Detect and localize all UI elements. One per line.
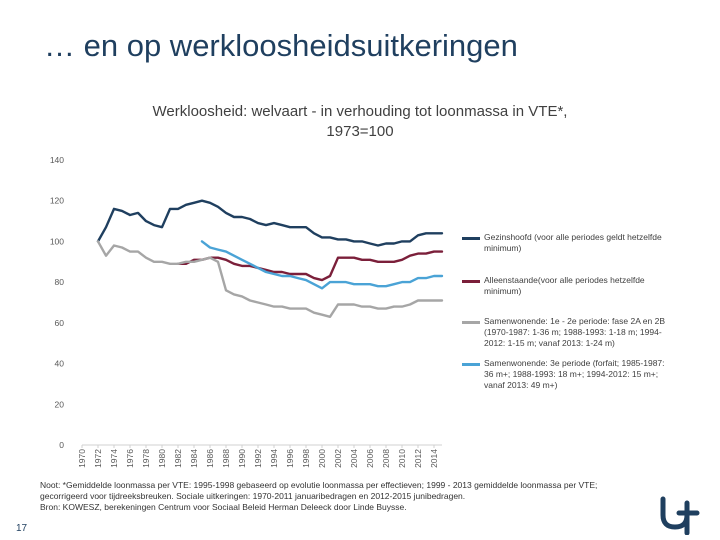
x-tick-label: 1984 bbox=[189, 449, 199, 468]
legend-item-gezinshoofd bbox=[462, 232, 674, 254]
x-tick-label: 1998 bbox=[301, 449, 311, 468]
x-tick-label: 1976 bbox=[125, 449, 135, 468]
legend-label-samenwonende-3e: Samenwonende: 3e periode (forfait; 1985-1987: 36 m+; 1988-1993: 18 m+; 1994-2012: 15 m+; vanaf 2013: 49 m+) bbox=[484, 358, 665, 390]
x-tick-label: 1990 bbox=[237, 449, 247, 468]
footnote-line-1: Noot: *Gemiddelde loonmassa per VTE: 1995-1998 gebaseerd op evolutie loonmassa per effectieven; 1999 - 2013 gemiddelde loonmassa per VTE; bbox=[40, 480, 598, 490]
slide-title: … en op werkloosheidsuitkeringen bbox=[44, 28, 518, 63]
x-tick-label: 1974 bbox=[109, 449, 119, 468]
legend-swatch-samenwonende-3e bbox=[462, 363, 480, 366]
legend-label-samenwonende-1e-2e: Samenwonende: 1e - 2e periode: fase 2A en 2B (1970-1987: 1-36 m; 1988-1993: 1-18 m; 1994-2012: 1-15 m; vanaf 2013: 1-24 m) bbox=[484, 316, 665, 348]
x-tick-label: 1992 bbox=[253, 449, 263, 468]
x-tick-label: 2002 bbox=[333, 449, 343, 468]
x-tick-label: 1994 bbox=[269, 449, 279, 468]
x-tick-label: 1996 bbox=[285, 449, 295, 468]
x-tick-label: 1986 bbox=[205, 449, 215, 468]
legend-label-alleenstaande: Alleenstaande(voor alle periodes hetzelfde minimum) bbox=[484, 275, 645, 296]
x-tick-label: 1982 bbox=[173, 449, 183, 468]
legend-item-alleenstaande bbox=[462, 275, 674, 297]
y-tick-label: 60 bbox=[54, 317, 64, 328]
x-tick-label: 2008 bbox=[381, 449, 391, 468]
y-tick-label: 20 bbox=[54, 399, 64, 410]
legend-swatch-gezinshoofd bbox=[462, 237, 480, 240]
x-tick-label: 2010 bbox=[397, 449, 407, 468]
footnote bbox=[40, 480, 660, 513]
series-line-gezinshoofd bbox=[98, 201, 442, 246]
y-tick-label: 100 bbox=[49, 236, 64, 247]
legend-swatch-alleenstaande bbox=[462, 280, 480, 283]
x-tick-label: 1970 bbox=[77, 449, 87, 468]
x-tick-label: 2006 bbox=[365, 449, 375, 468]
x-tick-label: 1988 bbox=[221, 449, 231, 468]
y-tick-label: 120 bbox=[49, 195, 64, 206]
series-line-samenwonende-1e-2e bbox=[98, 241, 442, 316]
legend-item-samenwonende-3e bbox=[462, 358, 674, 391]
x-tick-label: 2000 bbox=[317, 449, 327, 468]
university-logo-icon bbox=[655, 493, 701, 535]
x-tick-label: 1980 bbox=[157, 449, 167, 468]
x-tick-label: 2004 bbox=[349, 449, 359, 468]
x-tick-label: 1978 bbox=[141, 449, 151, 468]
footnote-line-2: gecorrigeerd voor tijdreeksbreuken. Sociale uitkeringen: 1970-2011 januaribedragen en 2012-2015 junibedragen. bbox=[40, 491, 466, 501]
chart-title-line-2: 1973=100 bbox=[326, 123, 394, 140]
legend-item-samenwonende-1e-2e bbox=[462, 316, 674, 349]
chart-title-line-1: Werkloosheid: welvaart - in verhouding tot loonmassa in VTE*, bbox=[152, 103, 568, 120]
y-tick-label: 140 bbox=[49, 155, 64, 165]
y-tick-label: 80 bbox=[54, 277, 64, 288]
footnote-line-3: Bron: KOWESZ, berekeningen Centrum voor Sociaal Beleid Herman Deleeck door Linde Buysse. bbox=[40, 502, 407, 512]
x-tick-label: 2012 bbox=[413, 449, 423, 468]
series-line-alleenstaande bbox=[178, 252, 442, 281]
y-tick-label: 40 bbox=[54, 358, 64, 369]
page-number: 17 bbox=[16, 523, 28, 534]
x-tick-label: 1972 bbox=[93, 449, 103, 468]
y-tick-label: 0 bbox=[59, 440, 64, 450]
legend-swatch-samenwonende-1e-2e bbox=[462, 321, 480, 324]
x-tick-label: 2014 bbox=[429, 449, 439, 468]
legend-label-gezinshoofd: Gezinshoofd (voor alle periodes geldt hetzelfde minimum) bbox=[484, 232, 662, 253]
